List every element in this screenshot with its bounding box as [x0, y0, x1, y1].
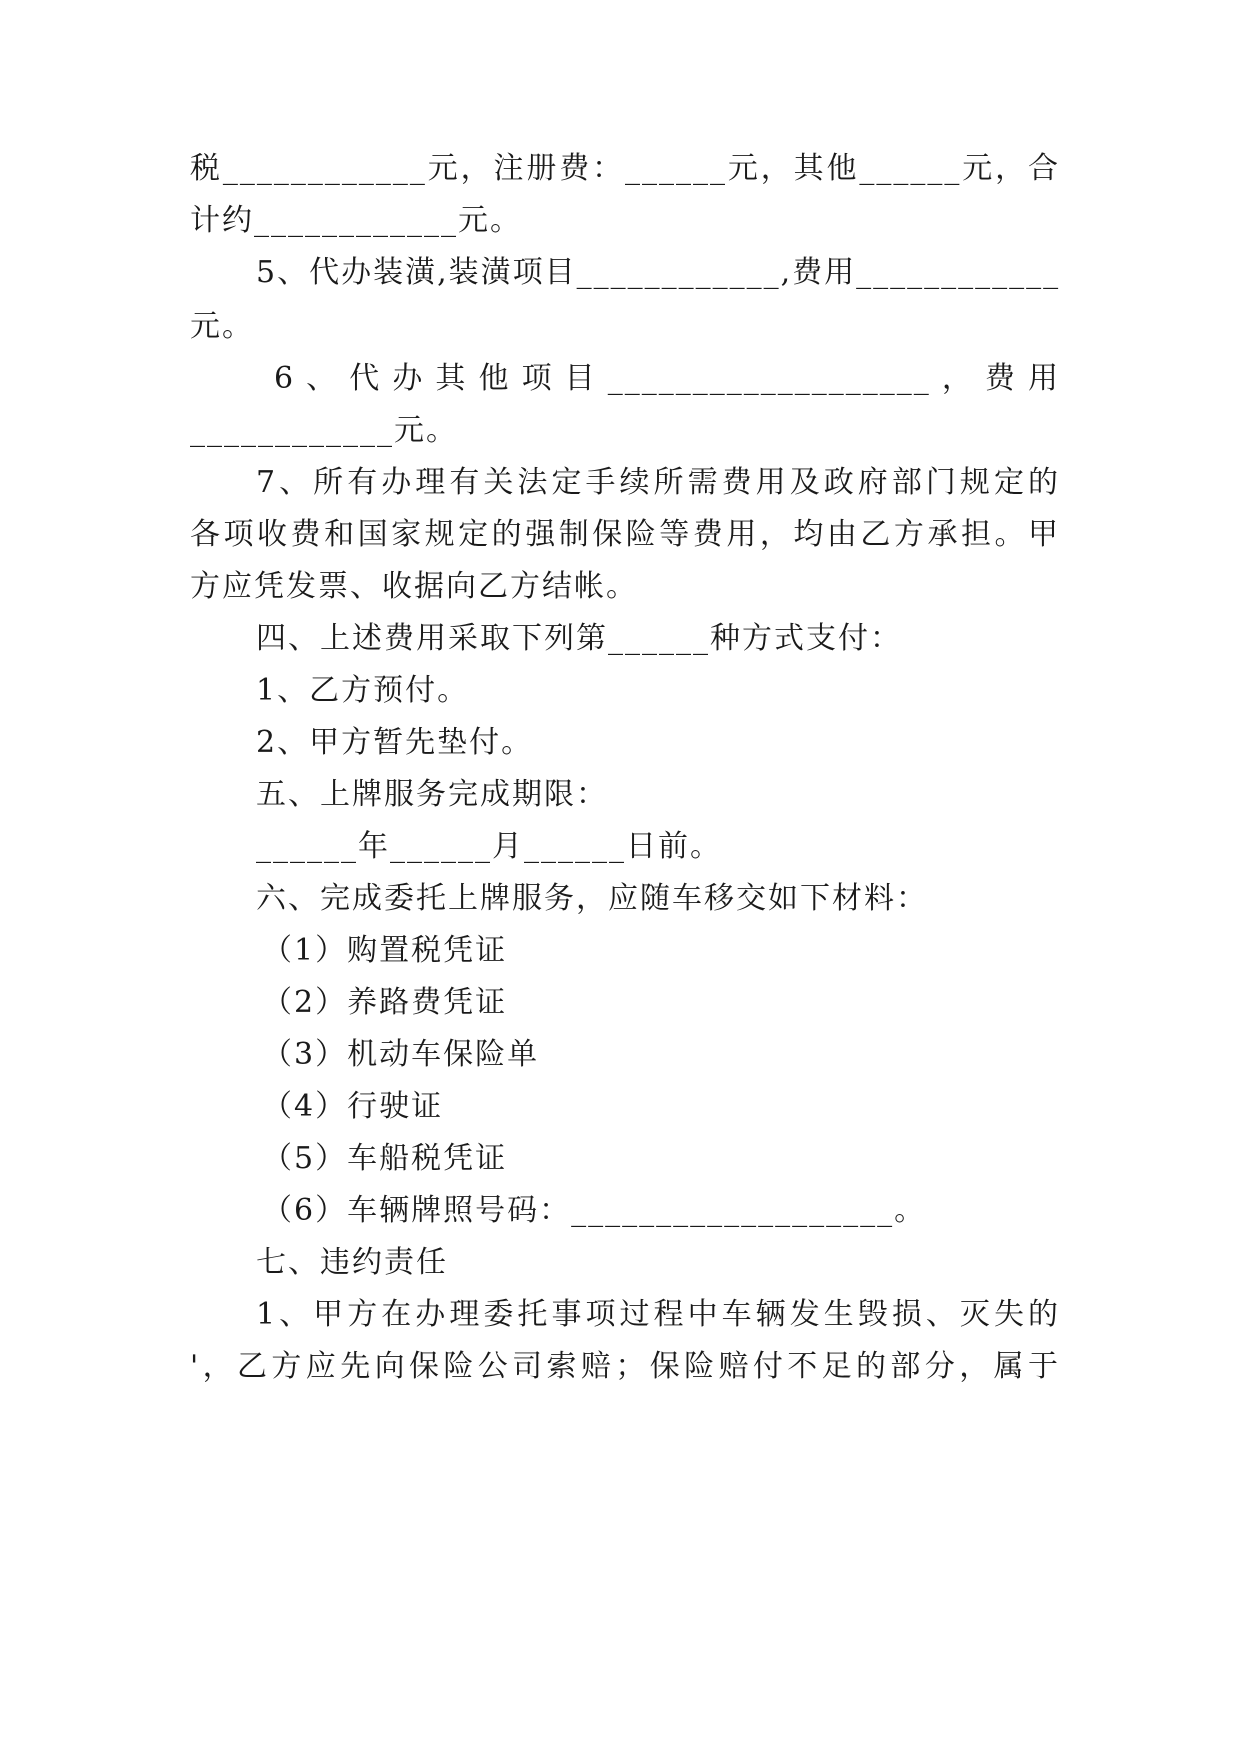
section-5-heading: 五、上牌服务完成期限：	[256, 777, 608, 812]
material-item-6: （6）车辆牌照号码：___________________。	[262, 1193, 927, 1228]
section-7-heading: 七、违约责任	[256, 1245, 448, 1280]
material-item-5: （5）车船税凭证	[262, 1141, 508, 1176]
text-line-item-5-cont: 元。	[190, 309, 254, 344]
text-line-tax-fees: 税____________元，注册费：______元，其他______元，合	[190, 151, 1060, 186]
text-line-item-5: 5、代办装潢,装潢项目____________,费用____________	[256, 255, 1061, 290]
text-line-item-7: 7、所有办理有关法定手续所需费用及政府部门规定的	[256, 465, 1060, 500]
liability-clause-1-cont: '，乙方应先向保险公司索赔；保险赔付不足的部分，属于	[190, 1349, 1060, 1384]
material-item-2: （2）养路费凭证	[262, 985, 508, 1020]
deadline-date-line: ______年______月______日前。	[256, 829, 722, 864]
text-line-item-6-cont: ____________元。	[190, 413, 458, 448]
section-4-heading: 四、上述费用采取下列第______种方式支付：	[256, 621, 902, 656]
payment-option-2: 2、甲方暂先垫付。	[256, 725, 534, 760]
section-6-heading: 六、完成委托上牌服务，应随车移交如下材料：	[256, 881, 928, 916]
material-item-1: （1）购置税凭证	[262, 933, 508, 968]
material-item-3: （3）机动车保险单	[262, 1037, 540, 1072]
text-line-item-7-end: 方应凭发票、收据向乙方结帐。	[190, 569, 638, 604]
text-line-total: 计约____________元。	[190, 203, 522, 238]
text-line-item-6: 6、代办其他项目___________________，费用	[274, 361, 1060, 396]
material-item-4: （4）行驶证	[262, 1089, 444, 1124]
payment-option-1: 1、乙方预付。	[256, 673, 470, 708]
liability-clause-1: 1、甲方在办理委托事项过程中车辆发生毁损、灭失的	[256, 1297, 1060, 1332]
text-line-item-7-cont: 各项收费和国家规定的强制保险等费用，均由乙方承担。甲	[190, 517, 1060, 552]
